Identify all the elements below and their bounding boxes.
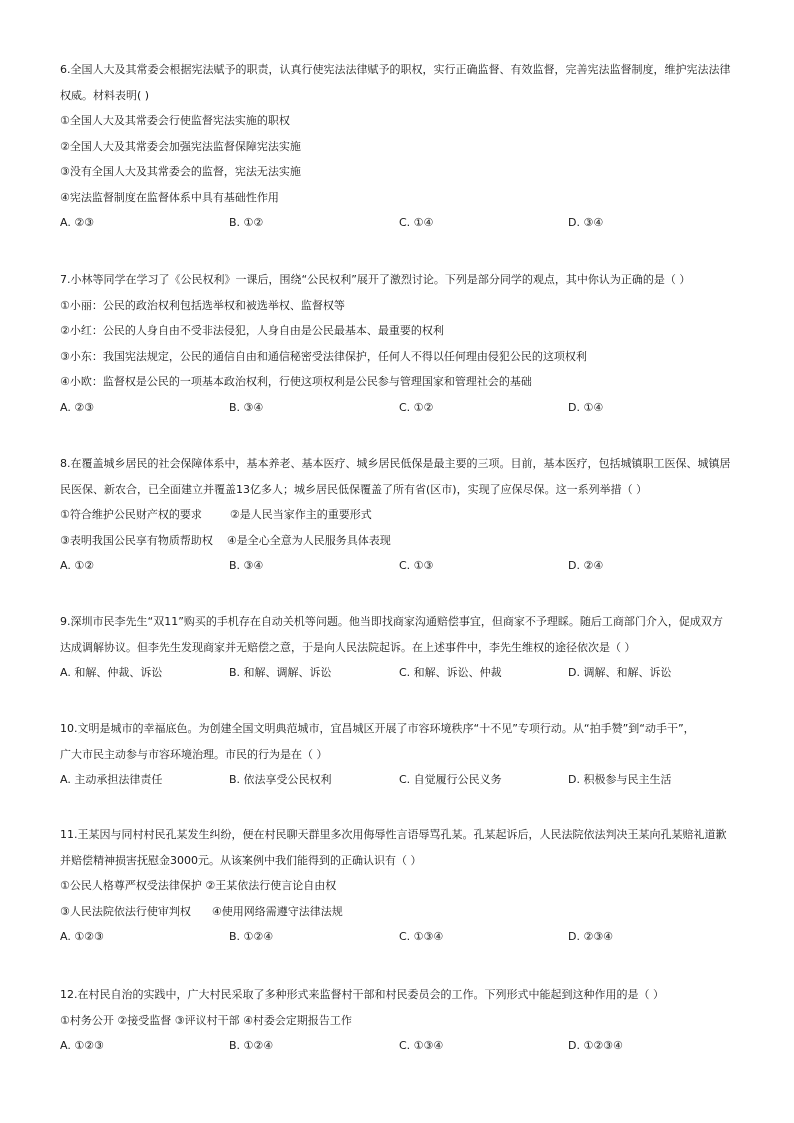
option-d: D. ①④ — [568, 400, 604, 414]
question-stem-line: 广大市民主动参与市容环境治理。市民的行为是在（ ） — [60, 747, 328, 761]
statement-item: ③人民法院依法行使审判权 ④使用网络需遵守法律法规 — [60, 904, 343, 918]
answer-options — [60, 210, 750, 236]
question-stem-line: 11.王某因与同村村民孔某发生纠纷，便在村民聊天群里多次用侮辱性言语辱骂孔某。孔某起诉后，人民法院依法判决王某向孔某赔礼道歉 — [60, 828, 727, 841]
question-stem-line: 10.文明是城市的幸福底色。为创建全国文明典范城市，宜昌城区开展了市容环境秩序“十不见”专项行动。从“拍手赞”到“动手干”， — [60, 722, 695, 735]
option-b: B. ①② — [229, 216, 264, 229]
statement-item: ①小丽：公民的政治权利包括选举权和被选举权、监督权等 — [60, 298, 345, 312]
question-stem-line: 权威。材料表明( ) — [60, 88, 150, 102]
option-b: B. 和解、调解、诉讼 — [229, 666, 332, 679]
option-d: D. 调解、和解、诉讼 — [568, 666, 672, 679]
question-7 — [60, 267, 750, 420]
option-a: A. ①② — [60, 559, 95, 572]
question-8 — [60, 451, 750, 579]
option-d: D. ②③④ — [568, 930, 614, 943]
option-a: A. ②③ — [60, 400, 95, 414]
answer-options — [60, 660, 750, 686]
question-stem-line: 民医保、新农合，已全面建立并覆盖13亿多人；城乡居民低保覆盖了所有省(区市)，实现了应保尽保。这一系列举措（ ） — [60, 482, 648, 496]
answer-options — [60, 1033, 750, 1059]
option-c: C. ①② — [399, 400, 434, 414]
answer-options — [60, 767, 750, 793]
statement-item: ②小红：公民的人身自由不受非法侵犯，人身自由是公民最基本、最重要的权利 — [60, 324, 444, 337]
option-d: D. ①②③④ — [568, 1039, 623, 1052]
answer-options — [60, 924, 750, 950]
question-stem-line: 12.在村民自治的实践中，广大村民采取了多种形式来监督村干部和村民委员会的工作。下列形式中能起到这种作用的是（ ） — [60, 988, 664, 1001]
question-9 — [60, 609, 750, 686]
option-c: C. ①③ — [399, 559, 434, 572]
question-stem-line: 8.在覆盖城乡居民的社会保障体系中，基本养老、基本医疗、城乡居民低保是最主要的三项。目前，基本医疗，包括城镇职工医保、城镇居 — [60, 457, 731, 470]
option-b: B. ③④ — [229, 559, 264, 572]
option-d: D. ③④ — [568, 216, 604, 229]
statement-item: ④小欧：监督权是公民的一项基本政治权利，行使这项权利是公民参与管理国家和管理社会的基础 — [60, 375, 532, 388]
option-d: D. ②④ — [568, 559, 604, 572]
question-stem-line: 达成调解协议。但李先生发现商家并无赔偿之意，于是向人民法院起诉。在上述事件中，李先生维权的途径依次是（ ） — [60, 640, 636, 654]
question-10 — [60, 716, 750, 793]
answer-options — [60, 395, 750, 421]
question-stem-line: 并赔偿精神损害抚慰金3000元。从该案例中我们能得到的正确认识有（ ） — [60, 853, 422, 867]
option-a: A. 和解、仲裁、诉讼 — [60, 666, 163, 679]
question-stem-line: 7.小林等同学在学习了《公民权利》一课后，围绕“公民权利”展开了激烈讨论。下列是部分同学的观点，其中你认为正确的是（ ） — [60, 273, 691, 286]
option-a: A. ①②③ — [60, 930, 104, 943]
option-c: C. ①③④ — [399, 930, 444, 943]
option-c: C. ①④ — [399, 216, 434, 229]
option-b: B. ①②④ — [229, 1039, 274, 1052]
statement-item: ③没有全国人大及其常委会的监督，宪法无法实施 — [60, 165, 301, 178]
option-a: A. 主动承担法律责任 — [60, 773, 163, 786]
statement-item: ①全国人大及其常委会行使监督宪法实施的职权 — [60, 114, 290, 127]
statement-item: ③小东：我国宪法规定，公民的通信自由和通信秘密受法律保护，任何人不得以任何理由侵犯公民的这项权利 — [60, 349, 587, 363]
option-c: C. ①③④ — [399, 1039, 444, 1052]
option-c: C. 自觉履行公民义务 — [399, 773, 502, 786]
statement-item: ①符合维护公民财产权的要求 ②是人民当家作主的重要形式 — [60, 508, 372, 521]
option-b: B. 依法享受公民权利 — [229, 773, 332, 786]
answer-options — [60, 553, 750, 579]
question-11 — [60, 822, 750, 950]
question-stem-line: 9.深圳市民李先生“双11”购买的手机存在自动关机等问题。他当即找商家沟通赔偿事宜，但商家不予理睬。随后工商部门介入，促成双方 — [60, 615, 723, 628]
statement-item: ①村务公开 ②接受监督 ③评议村干部 ④村委会定期报告工作 — [60, 1013, 352, 1027]
option-c: C. 和解、诉讼、仲裁 — [399, 666, 502, 679]
option-a: A. ②③ — [60, 216, 95, 229]
statement-item: ③表明我国公民享有物质帮助权 ④是全心全意为人民服务具体表现 — [60, 533, 391, 547]
option-d: D. 积极参与民主生活 — [568, 773, 672, 786]
question-6 — [60, 57, 750, 236]
option-b: B. ③④ — [229, 400, 264, 414]
question-12 — [60, 982, 750, 1059]
statement-item: ①公民人格尊严权受法律保护 ②王某依法行使言论自由权 — [60, 879, 337, 892]
statement-item: ④宪法监督制度在监督体系中具有基础性作用 — [60, 190, 279, 204]
statement-item: ②全国人大及其常委会加强宪法监督保障宪法实施 — [60, 139, 301, 153]
option-b: B. ①②④ — [229, 930, 274, 943]
question-stem-line: 6.全国人大及其常委会根据宪法赋予的职责，认真行使宪法法律赋予的职权，实行正确监督、有效监督，完善宪法监督制度，维护宪法法律 — [60, 63, 731, 76]
option-a: A. ①②③ — [60, 1039, 104, 1052]
